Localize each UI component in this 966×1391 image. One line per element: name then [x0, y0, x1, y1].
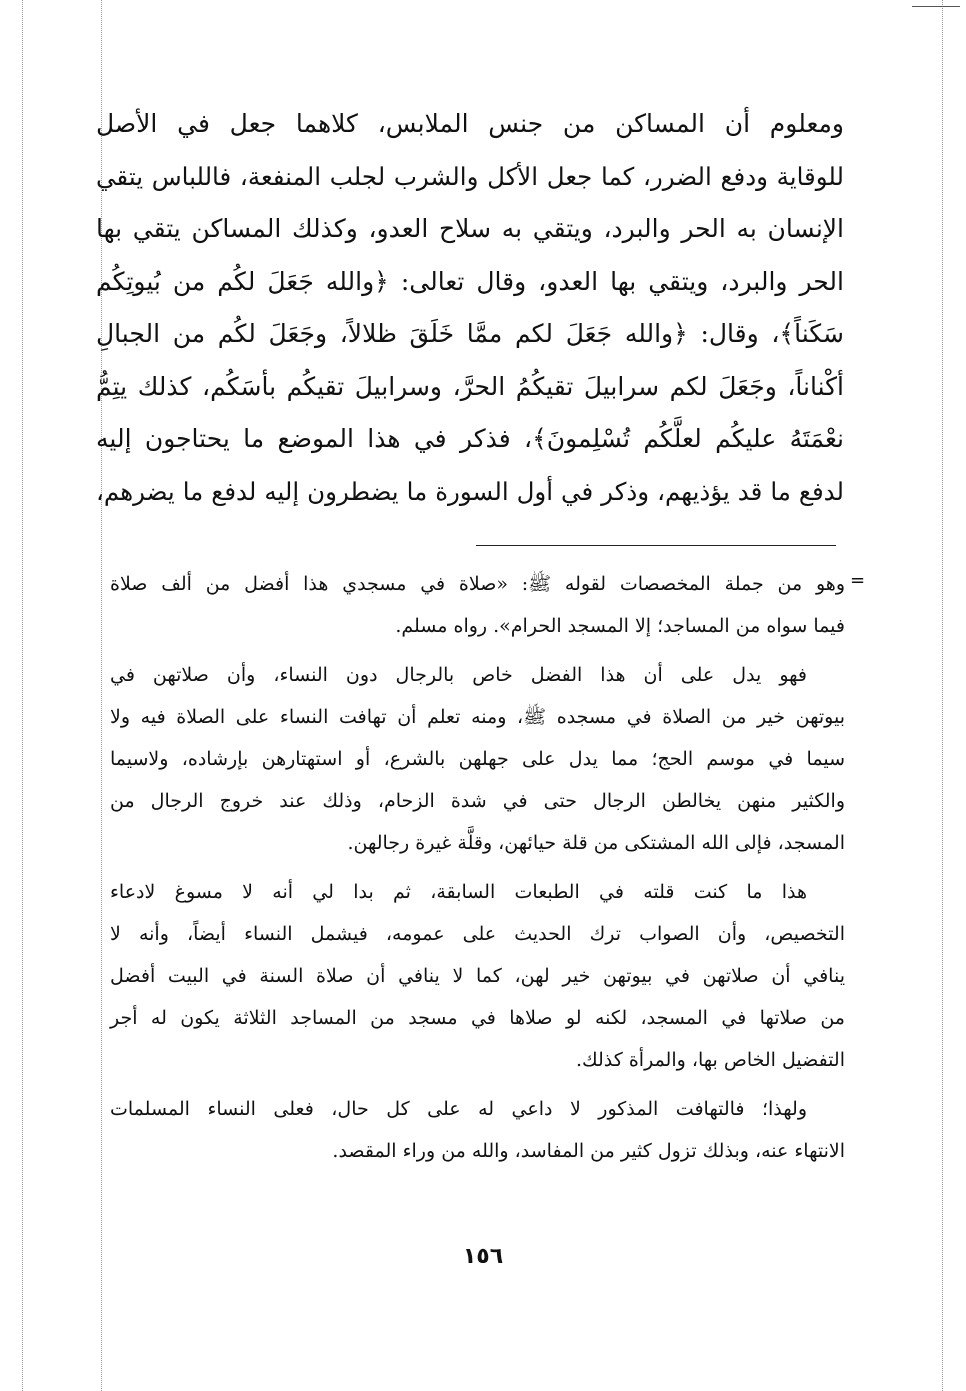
main-text-line: الحر والبرد، ويتقي بها العدو، وقال تعالى: ﴿والله جَعَلَ لكُم من بُيوتِكُم: [96, 266, 844, 296]
main-text-line: للوقاية ودفع الضرر، كما جعل الأكل والشرب لجلب المنفعة، فاللباس يتقي: [96, 161, 844, 191]
footnote-continuation-marker: =: [850, 570, 866, 591]
scan-artifact-line: [942, 0, 943, 1391]
page-number: ١٥٦: [462, 1244, 504, 1269]
scan-artifact-line: [22, 0, 23, 1391]
footnote-line: فهو يدل على أن هذا الفضل خاص بالرجال دون النساء، وأن صلاتهن في: [110, 664, 807, 686]
main-text-line: سَكَناً﴾، وقال: ﴿والله جَعَلَ لكم ممَّا خَلَقَ ظلالاً، وجَعَلَ لكُم من الجبالِ: [96, 319, 844, 348]
footnote-line: هذا ما كنت قلته في الطبعات السابقة، ثم بدا لي أنه لا مسوغ لادعاء: [110, 881, 807, 903]
footnote-line: فيما سواه من المساجد؛ إلا المسجد الحرام». رواه مسلم.: [395, 615, 845, 637]
footnote-paragraph: [110, 563, 845, 647]
main-text-line: أكْناناً، وجَعَلَ لكم سرابيلَ تقيكُمُ الحرَّ، وسرابيلَ تقيكُم بأسَكُم، كذلك يتِمُّ: [96, 371, 844, 401]
footnote-line: ينافي أن صلاتهن في بيوتهن خير لهن، كما لا ينافي أن صلاة السنة في البيت أفضل: [110, 965, 845, 987]
main-text-line: لدفع ما قد يؤذيهم، وذكر في أول السورة ما يضطرون إليه لدفع ما يضرهم،: [96, 476, 844, 506]
footnote-line: والكثير منهن يخالطن الرجال حتى في شدة الزحام، وذلك عند خروج الرجال من: [110, 790, 845, 812]
main-text-line: ومعلوم أن المساكن من جنس الملابس، كلاهما جعل في الأصل: [96, 109, 844, 138]
footnote-line: التخصيص، وأن الصواب ترك الحديث على عمومه، فيشمل النساء أيضاً، وأنه لا: [110, 923, 845, 945]
footnote-line: المسجد، فإلى الله المشتكى من قلة حيائهن، وقلَّة غيرة رجالهن.: [347, 832, 845, 854]
main-text-line: الإنسان به الحر والبرد، ويتقي به سلاح العدو، وكذلك المساكن يتقي بها: [96, 214, 844, 243]
footnote-line: سيما في موسم الحج؛ مما يدل على جهلهن بالشرع، أو استهتارهن بإرشاده، ولاسيما: [110, 748, 845, 770]
footnote-line: التفضيل الخاص بها، والمرأة كذلك.: [575, 1049, 845, 1071]
main-body-text: [96, 98, 844, 518]
footnote-line: الانتهاء عنه، وبذلك تزول كثير من المفاسد، والله من وراء المقصد.: [332, 1140, 845, 1162]
footnote-divider: [476, 545, 836, 546]
footnote-line: ولهذا؛ فالتهافت المذكور لا داعي له على كل حال، فعلى النساء المسلمات: [110, 1098, 807, 1120]
main-text-line: نعْمَتَهُ عليكُم لعلَّكُم تُسْلِمونَ﴾، فذكر في هذا الموضع ما يحتاجون إليه: [96, 424, 844, 453]
footnote-paragraph: [110, 1088, 845, 1172]
footnote-line: من صلاتها في المسجد، لكنه لو صلاها في مسجد من المساجد الثلاثة يكون له أجر: [110, 1007, 845, 1029]
footnote-line: وهو من جملة المخصصات لقوله ﷺ: «صلاة في مسجدي هذا أفضل من ألف صلاة: [110, 573, 845, 595]
footnote-paragraph: [110, 871, 845, 1081]
scan-artifact-mark: [912, 6, 960, 7]
footnote-block: [110, 563, 845, 1172]
footnote-line: بيوتهن خير من الصلاة في مسجده ﷺ، ومنه تعلم أن تهافت النساء على الصلاة فيه ولا: [110, 706, 845, 728]
footnote-paragraph: [110, 654, 845, 864]
